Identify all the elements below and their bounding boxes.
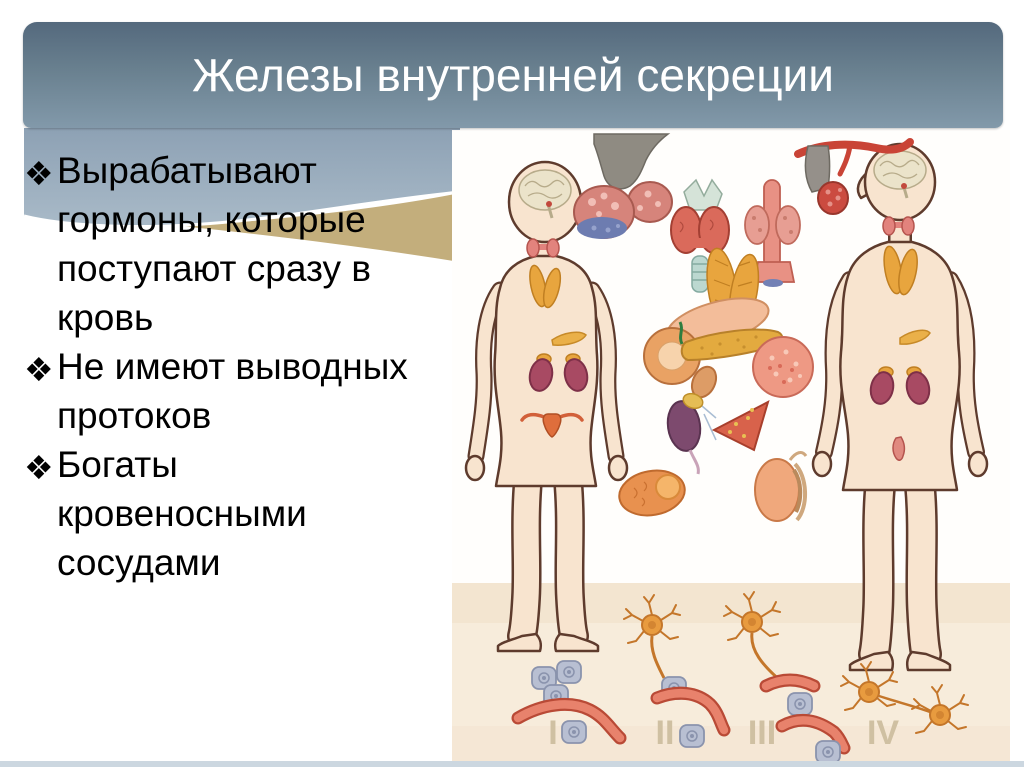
endocrine-illustration	[452, 130, 1010, 762]
bullet-line: протоков	[57, 395, 212, 436]
bullet-line: сосудами	[57, 542, 221, 583]
pituitary-gland-illustration	[574, 134, 672, 239]
title-bar	[23, 22, 1003, 128]
bullet-line: кровь	[57, 297, 154, 338]
bullet-list	[24, 146, 454, 587]
bullet-item	[24, 342, 454, 440]
diamond-bullet-icon: ❖	[24, 351, 54, 388]
kidney-adrenal-closeup	[665, 391, 768, 474]
bullet-line: поступают сразу в	[57, 248, 371, 289]
bullet-line: гормоны, которые	[57, 199, 366, 240]
numeral-1: I	[548, 714, 558, 752]
numeral-2: II	[655, 714, 675, 752]
testis-closeup	[755, 453, 806, 521]
bottom-accent-strip	[0, 761, 1024, 767]
diamond-bullet-icon: ❖	[24, 155, 54, 192]
bullet-line: Не имеют выводных	[57, 346, 408, 387]
bullet-line: кровеносными	[57, 493, 307, 534]
bullet-item	[24, 440, 454, 587]
islet-closeup	[753, 337, 813, 397]
numeral-4: IV	[866, 714, 900, 752]
bullet-item	[24, 146, 454, 342]
diamond-bullet-icon: ❖	[24, 449, 54, 486]
male-genital-gland	[893, 437, 904, 460]
numeral-3: III	[747, 714, 777, 752]
bullet-line: Богаты	[57, 444, 178, 485]
bullet-line: Вырабатывают	[57, 150, 317, 191]
slide-title: Железы внутренней секреции	[192, 49, 834, 101]
